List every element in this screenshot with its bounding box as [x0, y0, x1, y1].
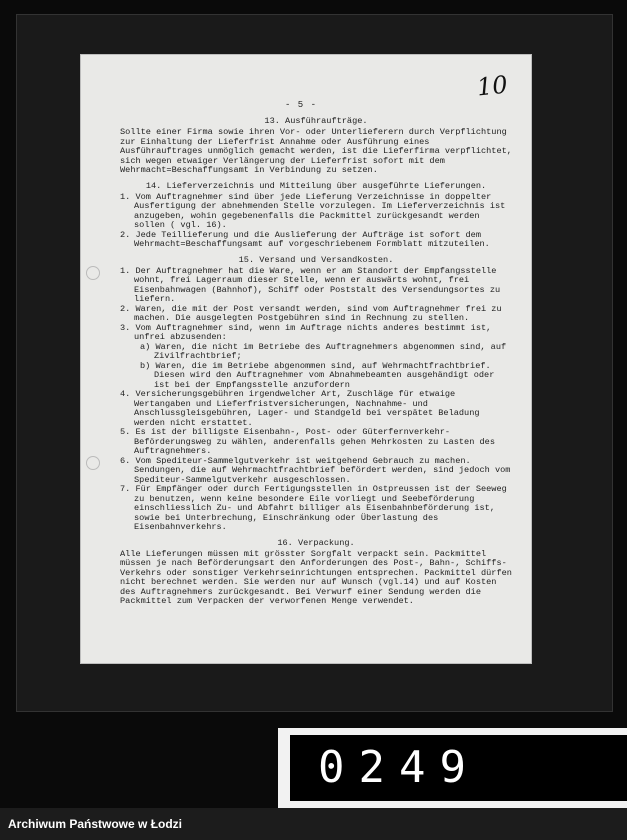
list-item: 7. Für Empfänger oder durch Fertigungsstellen in Ostpreussen ist der Seeweg zu benutzen, wenn keine besondere Eile vorliegt und Seebeförderung einschliesslich Zu- und Abfahrt billiger als Eisenbahnbeförderung ist, sowie bei Unterbrechung, Einschränkung oder Überlastung des Eisenbahnverkehrs.: [120, 484, 512, 532]
list-item: 5. Es ist der billigste Eisenbahn-, Post- oder Güterfernverkehr-Beförderungsweg zu wählen, anderenfalls gehen Mehrkosten zu Lasten des Auftragnehmers.: [120, 427, 501, 456]
section-paragraph: Alle Lieferungen müssen mit grösster Sorgfalt verpackt sein. Packmittel müssen je nach Beförderungsart den Anforderungen des Post-, Bahn-, Schiffs-Verkehrs oder sonstiger Verkehrseinrichtungen entsprechen. Packmittel dürfen nicht berechnet werden. Sie werden nur auf Wunsch (vgl.14) und auf Kosten des Auftragnehmers zurückgesandt. Bei Verwurf einer Sendung werden die Packmittel zum Verpacken der verworfenen Menge verwendet.: [120, 548, 518, 606]
sub-list-item: a) Waren, die nicht im Betriebe des Auftragnehmers abgenommen sind, auf Zivilfrachtbrief;: [140, 341, 507, 361]
section-heading: 13. Ausführaufträge.: [264, 116, 368, 126]
section-paragraph: Sollte einer Firma sowie ihren Vor- oder Unterlieferern durch Verpflichtung zur Einhaltung der Lieferfrist Annahme oder Ausführung eines Ausführauftrages unmöglich gemacht werden, ist die Lieferfirma verpflichtet, sich wegen etwaiger Verlängerung der Lieferfrist sofort mit dem Wehrmacht=Beschaffungsamt in Verbindung zu setzen.: [120, 127, 518, 175]
list-item: 1. Vom Auftragnehmer sind über jede Lieferung Verzeichnisse in doppelter Ausfertigung der abnehmenden Stelle vorzulegen. Im Lieferverzeichnis ist anzugeben, wohin gegebenenfalls die Packmittel zurückgesandt werden sollen ( vgl. 16).: [120, 191, 511, 230]
section-15: [120, 254, 516, 533]
document-page: [80, 54, 532, 664]
archive-footer: [0, 808, 627, 840]
list-item: 3. Vom Auftragnehmer sind, wenn im Auftrage nichts anderes bestimmt ist, unfrei abzusenden:: [120, 322, 497, 342]
punch-hole: [86, 456, 100, 470]
punch-hole: [86, 266, 100, 280]
section-heading: 15. Versand und Versandkosten.: [238, 254, 394, 265]
list-item: 6. Vom Spediteur-Sammelgutverkehr ist weitgehend Gebrauch zu machen. Sendungen, die auf Wehrmachtfrachtbrief befördert werden, sind jedoch vom Spediteur-Sammelgutverkehr ausgeschlossen.: [120, 455, 516, 485]
frame-number: 0249: [318, 742, 480, 793]
section-14: [120, 181, 512, 250]
sub-list-item: b) Waren, die im Betriebe abgenommen sind, auf Wehrmachtfrachtbrief. Diesen wird den Auftragnehmer vom Abnahmebeamten ausgehändigt oder ist bei der Empfangsstelle anzufordern: [140, 360, 495, 390]
section-heading: 14. Lieferverzeichnis und Mitteilung über ausgeführte Lieferungen.: [145, 180, 487, 191]
list-item: 2. Waren, die mit der Post versandt werden, sind vom Auftragnehmer frei zu machen. Die ausgelegten Postgebühren sind in Rechnung zu stellen.: [120, 303, 507, 323]
page-number: - 5 -: [285, 100, 318, 110]
list-item: 1. Der Auftragnehmer hat die Ware, wenn er am Standort der Empfangsstelle wohnt, frei Lagerraum dieser Stelle, wenn er auswärts wohnt, frei Eisenbahnwagen (Bahnhof), Schiff oder Poststalt des Versendungsortes zu liefern.: [120, 265, 506, 304]
list-item: 4. Versicherungsgebühren irgendwelcher Art, Zuschläge für etwaige Wertangaben und Lieferfristversicherungen, Nachnahme- und Anschlussgleisgebühren, Lager- und Standgeld bei verspätet Beladung werden nicht erstattet.: [120, 389, 485, 428]
archive-label: Archiwum Państwowe w Łodzi: [8, 817, 183, 831]
section-13: [120, 116, 518, 176]
list-item: 2. Jede Teillieferung und die Auslieferung der Aufträge ist sofort dem Wehrmacht=Beschaffungsamt auf vorgeschriebenem Formblatt mitzuteilen.: [120, 229, 490, 249]
section-heading: 16. Verpackung.: [277, 537, 355, 548]
section-16: [120, 537, 518, 607]
folio-number: 10: [476, 70, 510, 102]
document-body: [120, 116, 518, 612]
